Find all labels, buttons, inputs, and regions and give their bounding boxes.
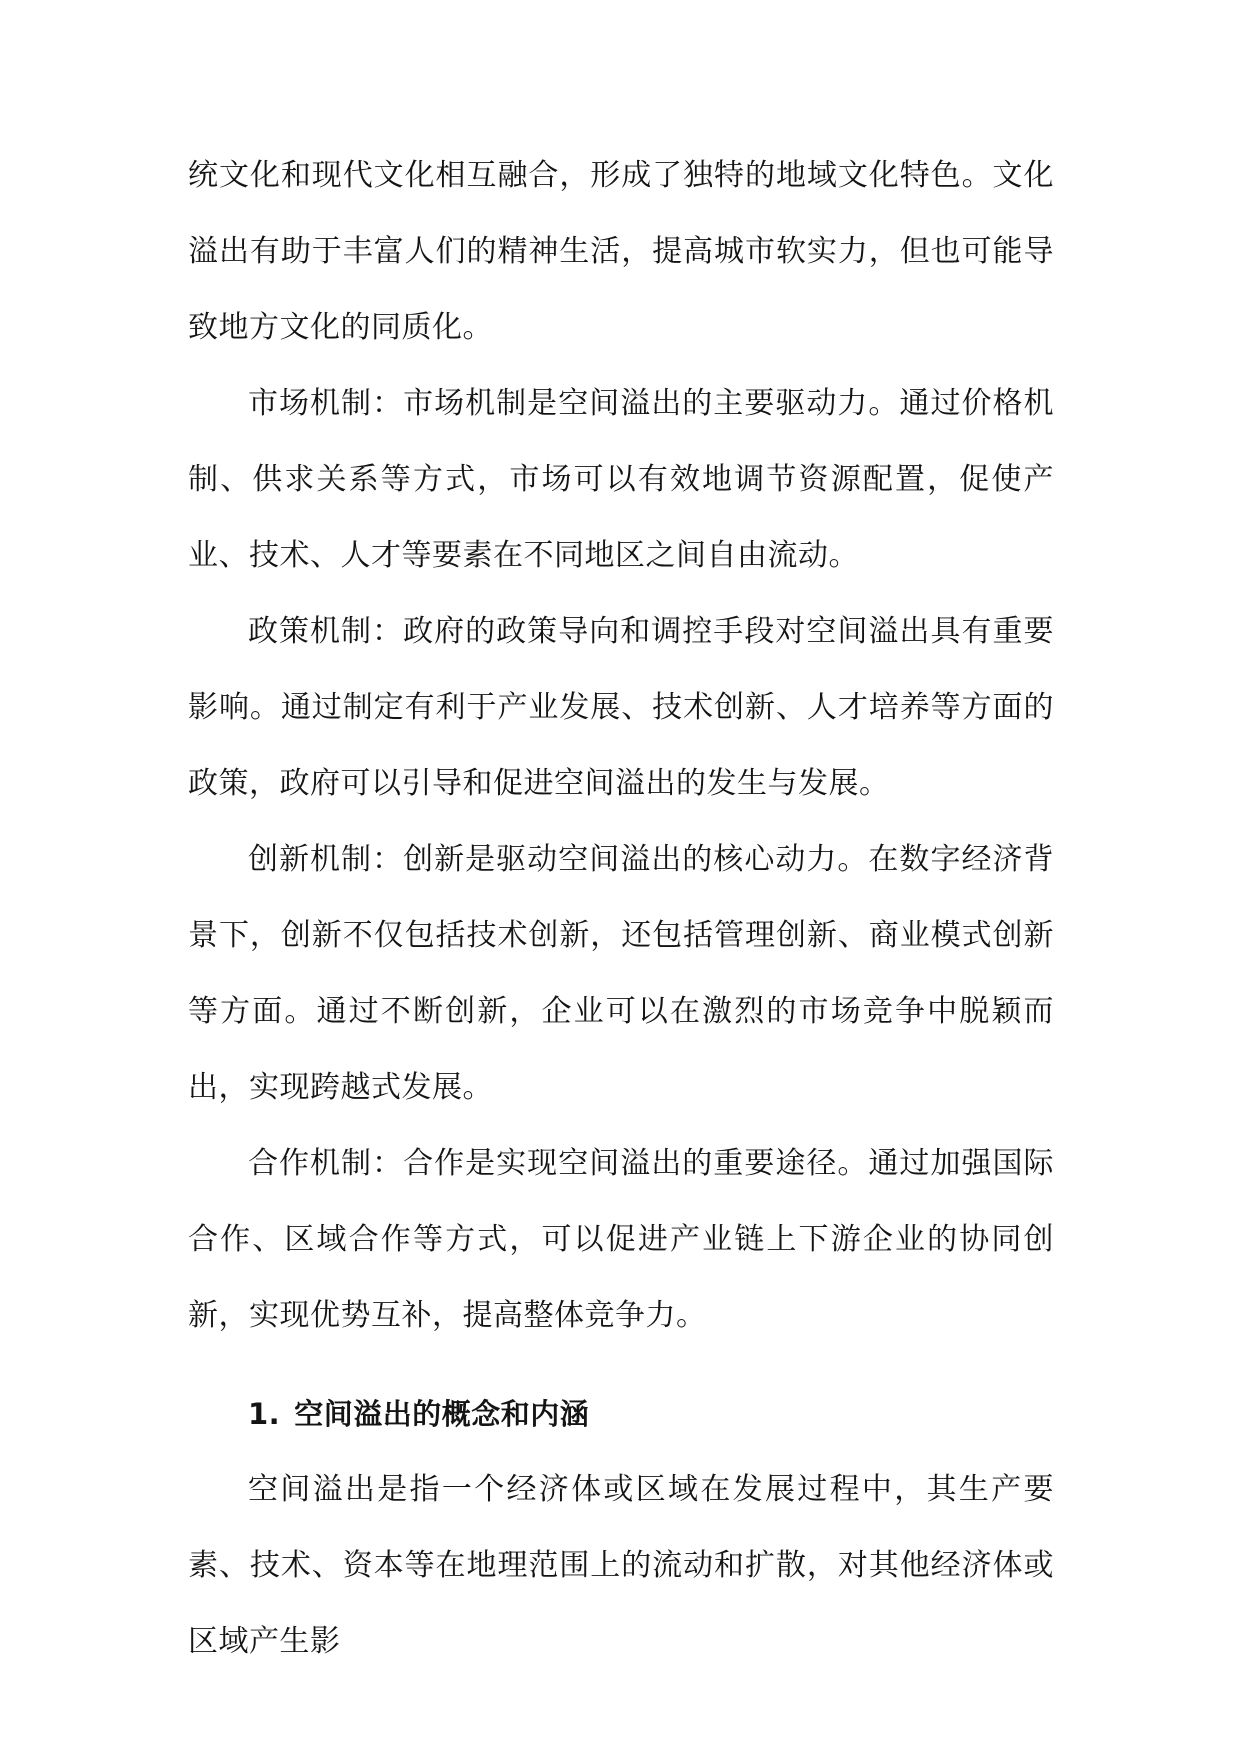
paragraph-market-mechanism: 市场机制：市场机制是空间溢出的主要驱动力。通过价格机制、供求关系等方式，市场可以有效地调节资源配置，促使产业、技术、人才等要素在不同地区之间自由流动。	[188, 386, 1054, 573]
section-heading	[188, 1376, 1054, 1452]
paragraph-cooperation-mechanism: 合作机制：合作是实现空间溢出的重要途径。通过加强国际合作、区域合作等方式，可以促进产业链上下游企业的协同创新，实现优势互补，提高整体竞争力。	[188, 1146, 1054, 1333]
paragraph-spillover-definition: 空间溢出是指一个经济体或区域在发展过程中，其生产要素、技术、资本等在地理范围上的流动和扩散，对其他经济体或区域产生影	[188, 1472, 1054, 1659]
document-page	[188, 138, 1054, 1680]
paragraph-policy-mechanism: 政策机制：政府的政策导向和调控手段对空间溢出具有重要影响。通过制定有利于产业发展、技术创新、人才培养等方面的政策，政府可以引导和促进空间溢出的发生与发展。	[188, 614, 1054, 801]
paragraph-culture-spillover: 统文化和现代文化相互融合，形成了独特的地域文化特色。文化溢出有助于丰富人们的精神生活，提高城市软实力，但也可能导致地方文化的同质化。	[188, 158, 1054, 345]
section-heading-number: 1.	[248, 1397, 281, 1431]
section-heading-title: 空间溢出的概念和内涵	[294, 1397, 590, 1431]
paragraph-innovation-mechanism: 创新机制：创新是驱动空间溢出的核心动力。在数字经济背景下，创新不仅包括技术创新，还包括管理创新、商业模式创新等方面。通过不断创新，企业可以在激烈的市场竞争中脱颖而出，实现跨越式发展。	[188, 842, 1054, 1105]
